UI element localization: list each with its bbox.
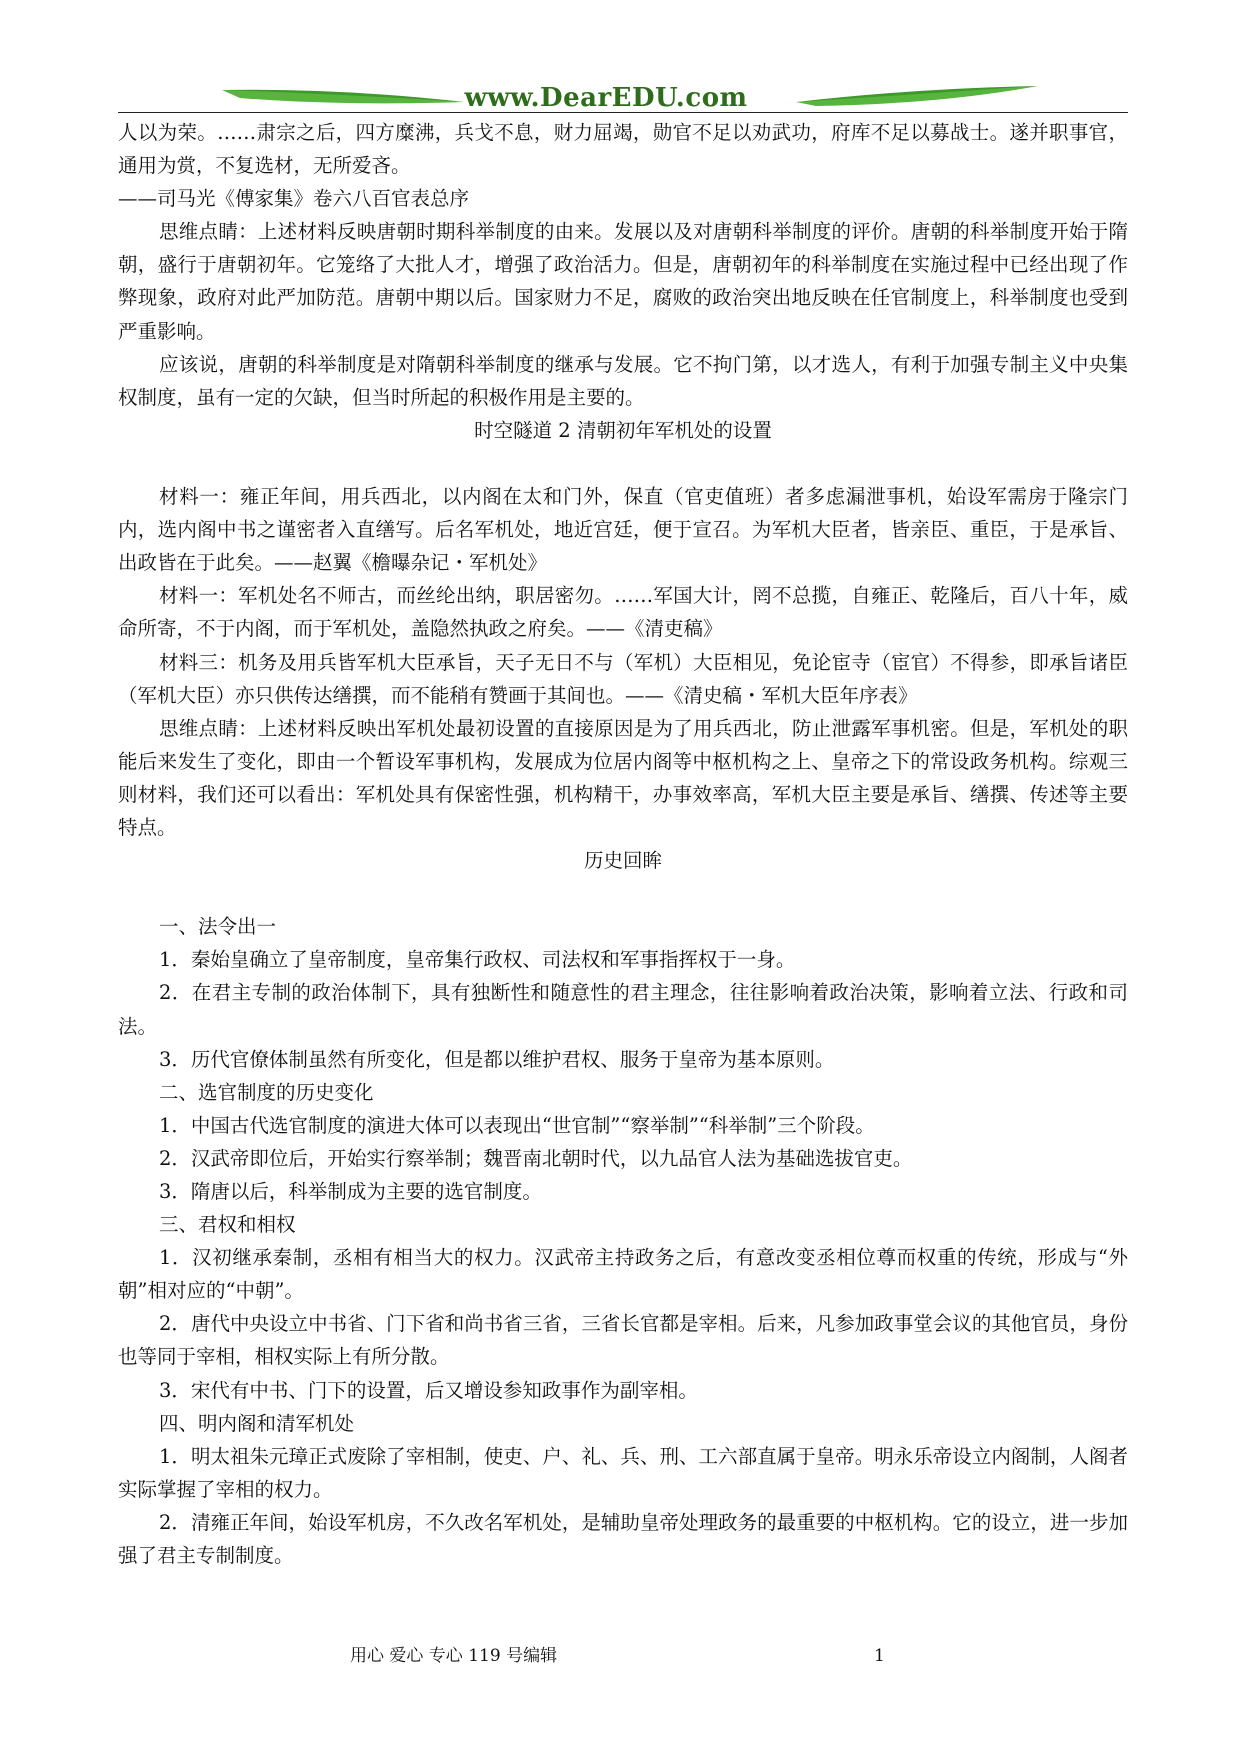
page-number: 1 bbox=[874, 1646, 885, 1666]
list-item: 1．秦始皇确立了皇帝制度，皇帝集行政权、司法权和军事指挥权于一身。 bbox=[159, 948, 796, 972]
section-heading: 时空隧道 2 清朝初年军机处的设置 bbox=[474, 418, 772, 442]
paragraph: 材料一：雍正年间，用兵西北，以内阁在太和门外，保直（官吏值班）者多虑漏泄事机，始设军需房于隆宗门内，选内阁中书之谨密者入直缮写。后名军机处，地近宫廷，便于宣召。为军机大臣者，皆亲臣、重臣，于是承旨、出政皆在于此矣。——赵翼《檐曝杂记・军机处》 bbox=[118, 485, 1128, 575]
subsection-title: 二、选官制度的历史变化 bbox=[159, 1080, 374, 1104]
document-body bbox=[118, 116, 1128, 1572]
list-item: 3．历代官僚体制虽然有所变化，但是都以维护君权、服务于皇帝为基本原则。 bbox=[159, 1047, 835, 1071]
list-item: 2．唐代中央设立中书省、门下省和尚书省三省，三省长官都是宰相。后来，凡参加政事堂会议的其他官员，身份也等同于宰相，相权实际上有所分散。 bbox=[118, 1312, 1128, 1369]
page-footer bbox=[0, 1641, 1241, 1671]
section-heading: 历史回眸 bbox=[583, 849, 662, 873]
list-item: 2．汉武帝即位后，开始实行察举制；魏晋南北朝时代，以九品官人法为基础选拔官吏。 bbox=[159, 1146, 913, 1170]
citation: ——司马光《傅家集》卷六八百官表总序 bbox=[118, 187, 470, 211]
site-logo-text: www.DearEDU.com bbox=[464, 83, 748, 113]
list-item: 2．清雍正年间，始设军机房，不久改名军机处，是辅助皇帝处理政务的最重要的中枢机构。它的设立，进一步加强了君主专制制度。 bbox=[118, 1510, 1128, 1568]
subsection-title: 三、君权和相权 bbox=[159, 1213, 296, 1237]
paragraph: 应该说，唐朝的科举制度是对隋朝科举制度的继承与发展。它不拘门第，以才选人，有利于加强专制主义中央集权制度，虽有一定的欠缺，但当时所起的积极作用是主要的。 bbox=[118, 352, 1128, 409]
paragraph: 思维点睛：上述材料反映出军机处最初设置的直接原因是为了用兵西北，防止泄露军事机密。但是，军机处的职能后来发生了变化，即由一个暂设军事机构，发展成为位居内阁等中枢机构之上、皇帝之下的常设政务机构。综观三则材料，我们还可以看出：军机处具有保密性强，机构精干，办事效率高，军机大臣主要是承旨、缮撰、传述等主要特点。 bbox=[118, 716, 1128, 839]
paragraph: 思维点睛：上述材料反映唐朝时期科举制度的由来。发展以及对唐朝科举制度的评价。唐朝的科举制度开始于隋朝，盛行于唐朝初年。它笼络了大批人才，增强了政治活力。但是，唐朝初年的科举制度在实施过程中已经出现了作弊现象，政府对此严加防范。唐朝中期以后。国家财力不足，腐败的政治突出地反映在任官制度上，科举制度也受到严重影响。 bbox=[118, 220, 1128, 343]
list-item: 1．汉初继承秦制，丞相有相当大的权力。汉武帝主持政务之后，有意改变丞相位尊而权重的传统，形成与“外朝”相对应的“中朝”。 bbox=[118, 1246, 1128, 1303]
list-item: 3．宋代有中书、门下的设置，后又增设参知政事作为副宰相。 bbox=[159, 1378, 698, 1402]
list-item: 1．明太祖朱元璋正式废除了宰相制，使吏、户、礼、兵、刑、工六部直属于皇帝。明永乐帝设立内阁制，人阁者实际掌握了宰相的权力。 bbox=[118, 1444, 1128, 1501]
header-divider bbox=[118, 112, 1128, 113]
subsection-title: 四、明内阁和清军机处 bbox=[159, 1411, 355, 1435]
paragraph: 人以为荣。……肃宗之后，四方糜沸，兵戈不息，财力屈竭，勋官不足以劝武功，府库不足以募战士。遂并职事官，通用为赏，不复选材，无所爱吝。 bbox=[118, 121, 1128, 178]
list-item: 2．在君主专制的政治体制下，具有独断性和随意性的君主理念，往往影响着政治决策，影响着立法、行政和司法。 bbox=[118, 981, 1128, 1038]
list-item: 3．隋唐以后，科举制成为主要的选官制度。 bbox=[159, 1180, 542, 1203]
paragraph: 材料三：机务及用兵皆军机大臣承旨，天子无日不与（军机）大臣相见，免论宦寺（宦官）不得参，即承旨诸臣（军机大臣）亦只供传达缮撰，而不能稍有赞画于其间也。——《清史稿・军机大臣年序表》 bbox=[118, 650, 1128, 707]
list-item: 1．中国古代选官制度的演进大体可以表现出“世官制”“察举制”“科举制”三个阶段。 bbox=[159, 1113, 875, 1137]
spacer bbox=[118, 447, 1128, 480]
page-header bbox=[0, 0, 1241, 118]
paragraph: 材料一：军机处名不师古，而丝纶出纳，职居密勿。……军国大计，罔不总揽，自雍正、乾隆后，百八十年，威命所寄，不于内阁，而于军机处，盖隐然执政之府矣。——《清吏稿》 bbox=[118, 584, 1128, 641]
spacer bbox=[118, 877, 1128, 910]
subsection-title: 一、法令出一 bbox=[159, 915, 277, 939]
footer-text: 用心 爱心 专心 119 号编辑 bbox=[350, 1646, 558, 1666]
